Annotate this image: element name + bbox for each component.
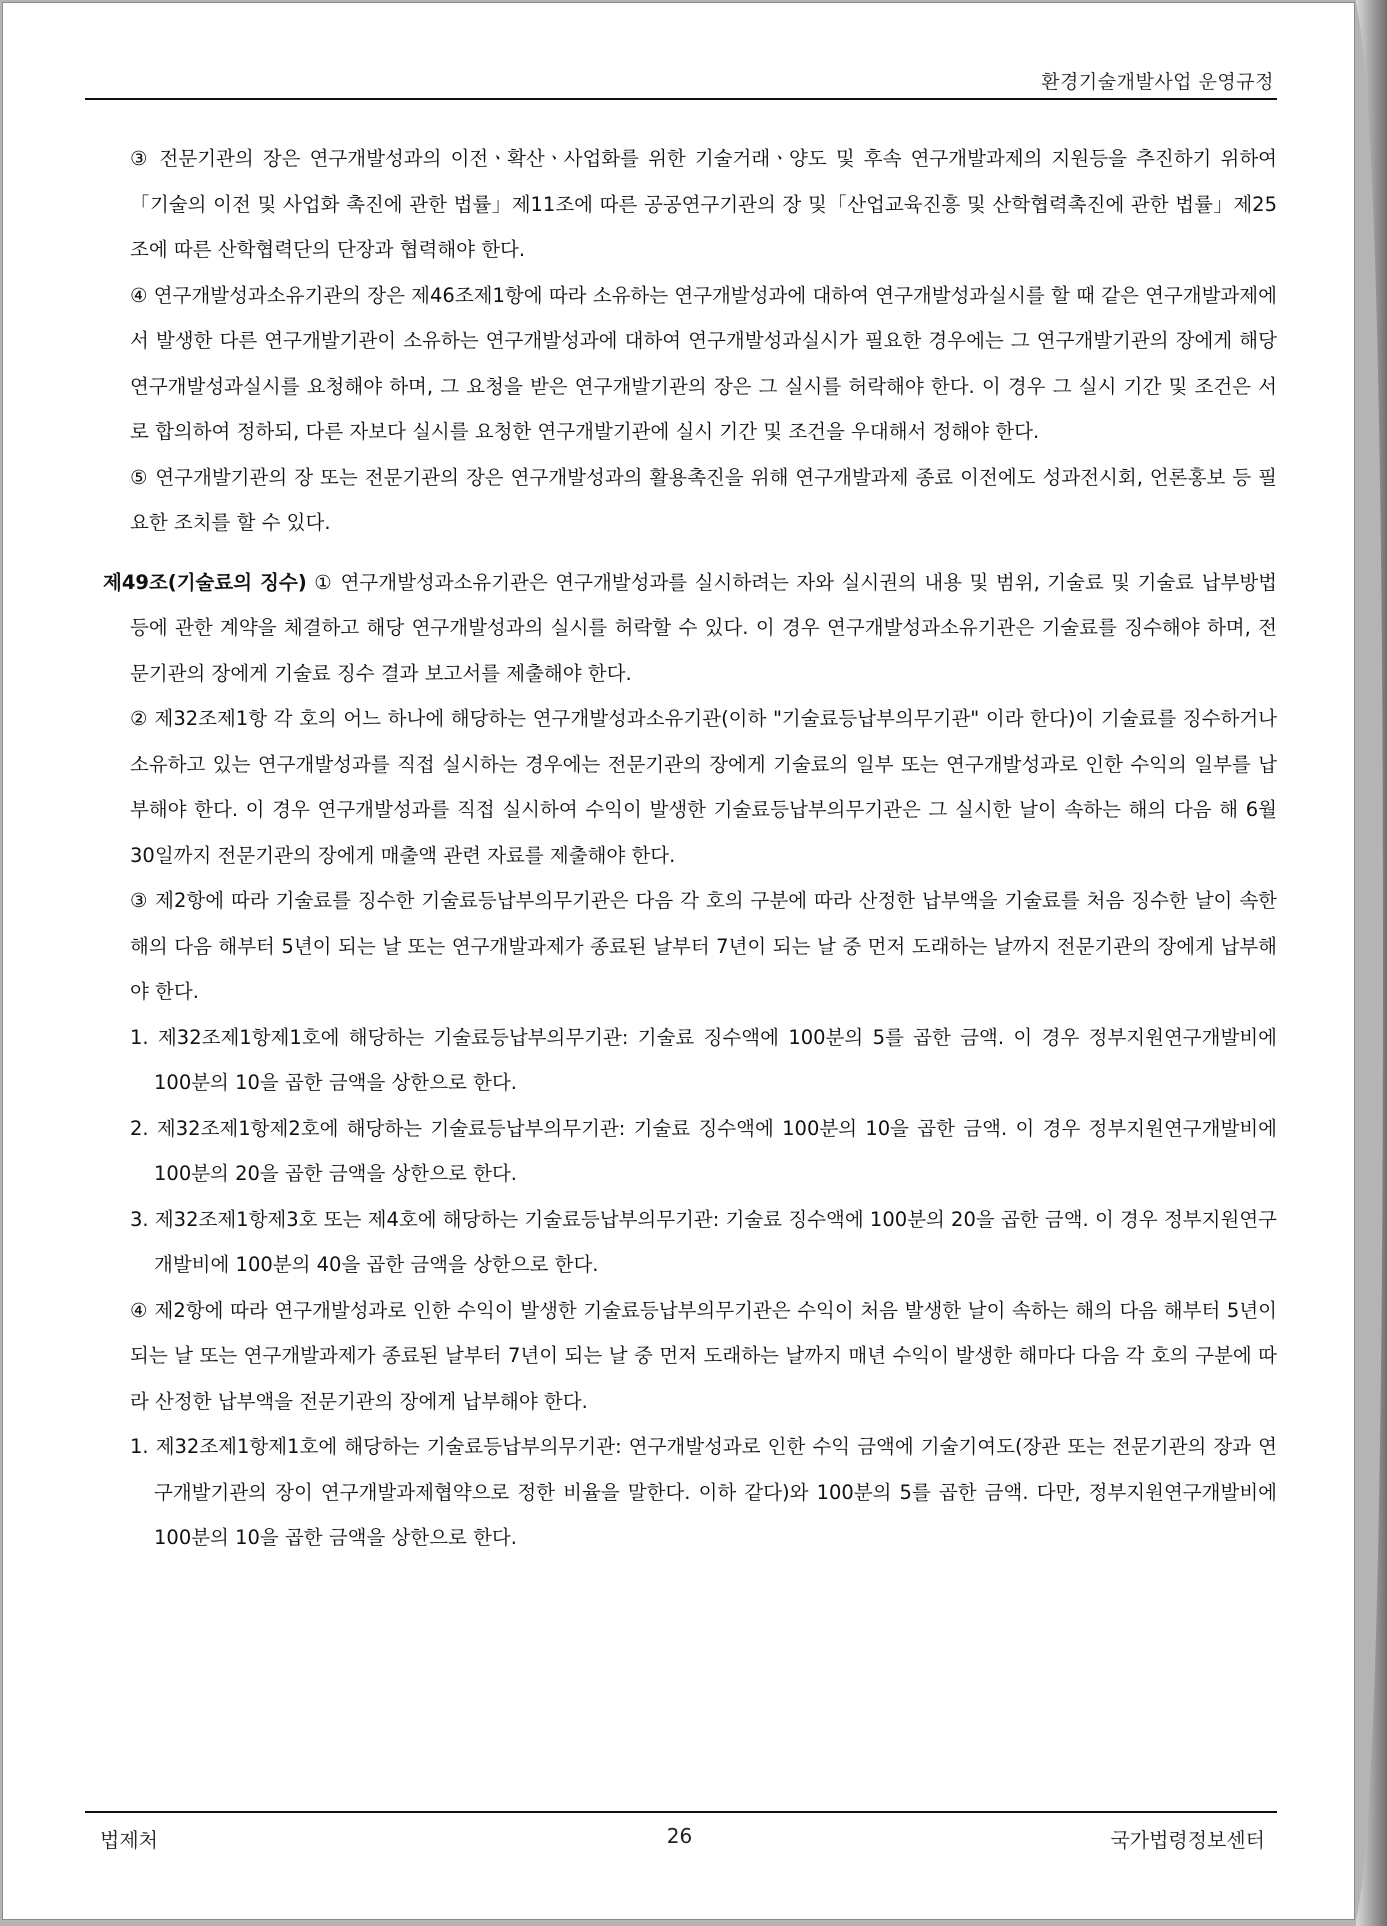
- header-divider: [85, 98, 1277, 100]
- document-body: [103, 136, 1278, 1561]
- footer-divider: [85, 1811, 1277, 1813]
- paragraph: ③ 제2항에 따라 기술료를 징수한 기술료등납부의무기관은 다음 각 호의 구분에 따라 산정한 납부액을 기술료를 처음 징수한 날이 속한 해의 다음 해부터 5년이 되는 날 또는 연구개발과제가 종료된 날부터 7년이 되는 날 중 먼저 도래하는 날까지 전문기관의 장에게 납부해야 한다.: [130, 889, 1277, 1003]
- page-number: 26: [666, 1824, 693, 1848]
- paragraph: ⑤ 연구개발기관의 장 또는 전문기관의 장은 연구개발성과의 활용촉진을 위해 연구개발과제 종료 이전에도 성과전시회, 언론홍보 등 필요한 조치를 할 수 있다.: [130, 465, 1277, 534]
- article-49-paragraph-1: [103, 560, 1277, 697]
- list-item: 1. 제32조제1항제1호에 해당하는 기술료등납부의무기관: 연구개발성과로 인한 수익 금액에 기술기여도(장관 또는 전문기관의 장과 연구개발기관의 장이 연구개발과제협약으로 정한 비율을 말한다. 이하 같다)와 100분의 5를 곱한 금액. 다만, 정부지원연구개발비에 100분의 10을 곱한 금액을 상한으로 한다.: [130, 1435, 1277, 1549]
- paragraph: ④ 연구개발성과소유기관의 장은 제46조제1항에 따라 소유하는 연구개발성과에 대하여 연구개발성과실시를 할 때 같은 연구개발과제에서 발생한 다른 연구개발기관이 소유하는 연구개발성과에 대하여 연구개발성과실시가 필요한 경우에는 그 연구개발기관의 장에게 해당 연구개발성과실시를 요청해야 하며, 그 요청을 받은 연구개발기관의 장은 그 실시를 허락해야 한다. 이 경우 그 실시 기간 및 조건은 서로 합의하여 정하되, 다른 자보다 실시를 요청한 연구개발기관에 실시 기간 및 조건을 우대해서 정해야 한다.: [130, 283, 1277, 443]
- document-header-title: 환경기술개발사업 운영규정: [1041, 71, 1274, 93]
- footer-source: 법제처: [100, 1828, 158, 1852]
- article-title: 제49조(기술료의 징수): [103, 570, 307, 594]
- paragraph: ④ 제2항에 따라 연구개발성과로 인한 수익이 발생한 기술료등납부의무기관은 수익이 처음 발생한 날이 속하는 해의 다음 해부터 5년이 되는 날 또는 연구개발과제가 종료된 날부터 7년이 되는 날 중 먼저 도래하는 날까지 매년 수익이 발생한 해마다 다음 각 호의 구분에 따라 산정한 납부액을 전문기관의 장에게 납부해야 한다.: [130, 1298, 1277, 1413]
- paragraph-text: ① 연구개발성과소유기관은 연구개발성과를 실시하려는 자와 실시권의 내용 및 범위, 기술료 및 기술료 납부방법 등에 관한 계약을 체결하고 해당 연구개발성과의 실시를 허락할 수 있다. 이 경우 연구개발성과소유기관은 기술료를 징수해야 하며, 전문기관의 장에게 기술료 징수 결과 보고서를 제출해야 한다.: [130, 570, 1277, 685]
- paragraph: ③ 전문기관의 장은 연구개발성과의 이전ㆍ확산ㆍ사업화를 위한 기술거래ㆍ양도 및 후속 연구개발과제의 지원등을 추진하기 위하여「기술의 이전 및 사업화 촉진에 관한 법률」제11조에 따른 공공연구기관의 장 및「산업교육진흥 및 산학협력촉진에 관한 법률」제25조에 따른 산학협력단의 단장과 협력해야 한다.: [130, 147, 1278, 261]
- document-page: [2, 2, 1355, 1920]
- list-item: 2. 제32조제1항제2호에 해당하는 기술료등납부의무기관: 기술료 징수액에 100분의 10을 곱한 금액. 이 경우 정부지원연구개발비에 100분의 20을 곱한 금액을 상한으로 한다.: [130, 1116, 1277, 1185]
- page-curl-shadow: [1356, 0, 1387, 1926]
- list-item: 3. 제32조제1항제3호 또는 제4호에 해당하는 기술료등납부의무기관: 기술료 징수액에 100분의 20을 곱한 금액. 이 경우 정부지원연구개발비에 100분의 40을 곱한 금액을 상한으로 한다.: [130, 1207, 1277, 1276]
- paragraph: ② 제32조제1항 각 호의 어느 하나에 해당하는 연구개발성과소유기관(이하 "기술료등납부의무기관" 이라 한다)이 기술료를 징수하거나 소유하고 있는 연구개발성과를 직접 실시하는 경우에는 전문기관의 장에게 기술료의 일부 또는 연구개발성과로 인한 수익의 일부를 납부해야 한다. 이 경우 연구개발성과를 직접 실시하여 수익이 발생한 기술료등납부의무기관은 그 실시한 날이 속하는 해의 다음 해 6월 30일까지 전문기관의 장에게 매출액 관련 자료를 제출해야 한다.: [130, 707, 1277, 867]
- footer-publisher: 국가법령정보센터: [1110, 1828, 1265, 1852]
- list-item: 1. 제32조제1항제1호에 해당하는 기술료등납부의무기관: 기술료 징수액에 100분의 5를 곱한 금액. 이 경우 정부지원연구개발비에 100분의 10을 곱한 금액을 상한으로 한다.: [130, 1025, 1277, 1094]
